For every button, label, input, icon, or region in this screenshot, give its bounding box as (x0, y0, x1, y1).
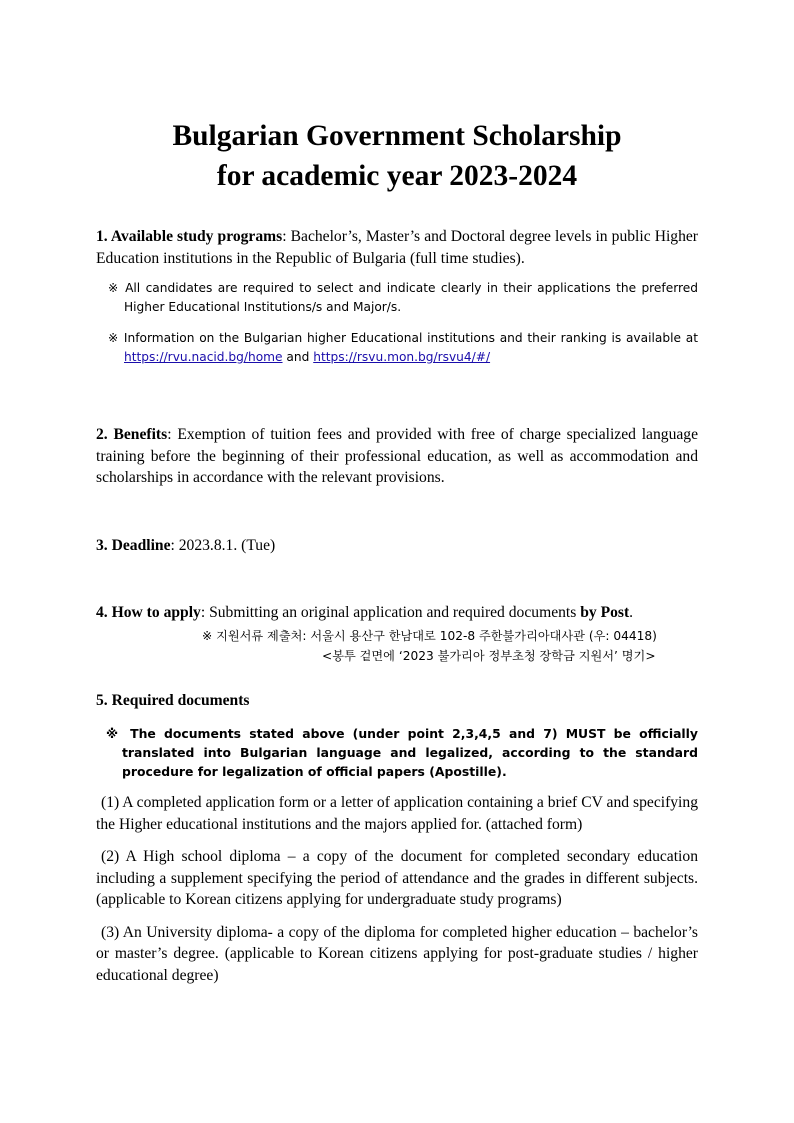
section-5-heading: 5. Required documents (96, 691, 250, 709)
section-2-text: : Exemption of tuition fees and provided with free of charge specialized language training before the beginning of their professional education, as well as accommodation and scholarships in accordance with the relevant provisions. (96, 426, 699, 486)
section-2-heading: 2. Benefits (96, 426, 168, 443)
note-ranking-info (98, 329, 698, 367)
section-4-text: : Submitting an original application and required documents (200, 604, 581, 621)
section-3-text: : 2023.8.1. (Tue) (170, 536, 276, 554)
note-translation-requirement: ※ The documents stated above (under point 2,3,4,5 and 7) MUST be officially translated into Bulgarian language and legalized, according to the standard procedure for legalization of official papers (Apostille). (106, 726, 698, 779)
note-ranking-prefix: ※ Information on the Bulgarian higher Educational institutions and their ranking is available at (108, 331, 698, 345)
document-page (96, 0, 698, 986)
section-1-heading: 1. Available study programs (96, 228, 283, 245)
section-benefits (96, 424, 698, 489)
title-line-2: for academic year 2023-2024 (216, 160, 578, 192)
section-4-heading: 4. How to apply (96, 604, 201, 621)
link-rvu-nacid[interactable]: https://rvu.nacid.bg/home (124, 350, 283, 364)
section-required-documents (96, 690, 698, 712)
document-title (96, 116, 698, 196)
section-1-text: : Bachelor’s, Master’s and Doctoral degree levels in public Higher Education institutions in the Republic of Bulgaria (full time studies). (96, 228, 699, 267)
korean-envelope-note: <봉투 겉면에 ‘2023 불가리아 정부초청 장학금 지원서’ 명기> (322, 648, 656, 663)
link-rsvu-mon[interactable]: https://rsvu.mon.bg/rsvu4/#/ (313, 350, 491, 364)
required-document-item: (3) An University diploma- a copy of the diploma for completed higher education – bachelor’s or master’s degree. (applicable to Korean citizens applying for post-graduate studies / higher educational degree) (96, 923, 698, 984)
section-4-bold-end: by Post (580, 604, 630, 621)
title-line-1: Bulgarian Government Scholarship (172, 120, 622, 152)
korean-submission-address: ※ 지원서류 제출처: 서울시 용산구 한남대로 102-8 주한불가리아대사관 (우: 04418) (202, 628, 657, 643)
required-document-item: (1) A completed application form or a letter of application containing a brief CV and specifying the Higher educational institutions and the majors applied for. (attached form) (96, 794, 698, 833)
section-deadline (96, 535, 698, 557)
section-how-to-apply (96, 602, 698, 624)
required-document-item: (2) A High school diploma – a copy of the document for completed secondary education including a supplement specifying the period of attendance and the grades in different subjects. (applicable to Korean citizens applying for undergraduate study programs) (96, 848, 698, 908)
section-4-period: . (629, 604, 634, 621)
section-study-programs (96, 226, 698, 269)
note-select-institutions: ※ All candidates are required to select and indicate clearly in their applications the preferred Higher Educational Institutions/s and Major/s. (108, 281, 698, 314)
section-3-heading: 3. Deadline (96, 536, 171, 554)
note-ranking-and: and (282, 350, 314, 364)
